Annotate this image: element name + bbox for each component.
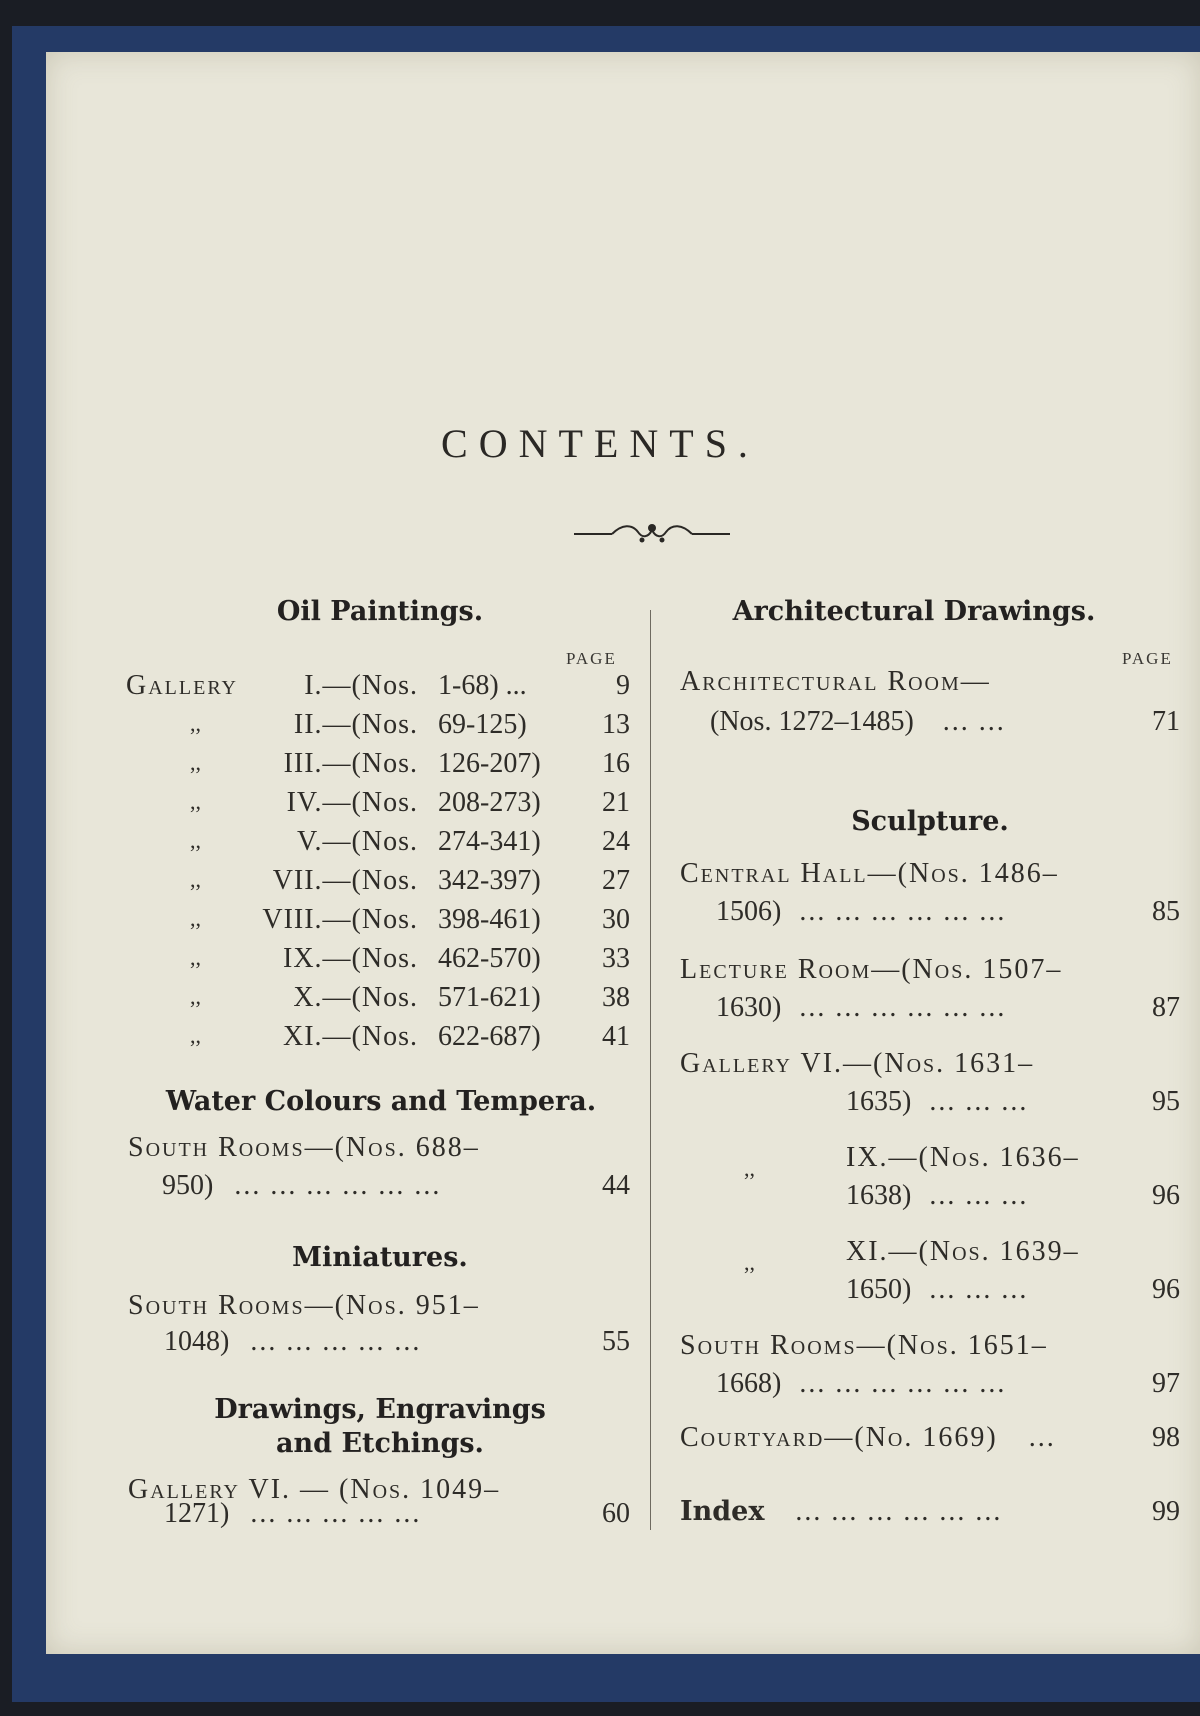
catalogue-range: 208-273) bbox=[438, 787, 541, 818]
entry-range: 1668) bbox=[716, 1368, 782, 1399]
page-number: 87 bbox=[1152, 992, 1180, 1023]
miniatures-page: 55 bbox=[602, 1326, 630, 1357]
page-number: 27 bbox=[602, 865, 630, 896]
sculpture-heading: Sculpture. bbox=[851, 806, 1009, 837]
gallery-number: IV.—(Nos. bbox=[286, 787, 418, 818]
ditto-mark: ,, bbox=[190, 906, 201, 931]
ditto-mark: ,, bbox=[744, 1156, 755, 1181]
page-number: 97 bbox=[1152, 1368, 1180, 1399]
column-divider bbox=[650, 610, 651, 1530]
miniatures-entry-line1: South Rooms—(Nos. 951– bbox=[128, 1290, 480, 1321]
page-number: 41 bbox=[602, 1021, 630, 1052]
catalogue-range: 1-68) ... bbox=[438, 670, 527, 701]
water-colours-entry-line2 bbox=[162, 1170, 441, 1202]
entry-range: 1650) bbox=[846, 1274, 912, 1305]
index-label: Index bbox=[680, 1496, 765, 1527]
sculpture-entry-line2 bbox=[846, 1274, 1028, 1306]
drawings-entry-line2 bbox=[164, 1498, 421, 1530]
ditto-mark: ,, bbox=[190, 789, 201, 814]
entry-range: 1635) bbox=[846, 1086, 912, 1117]
leader-dots: ... bbox=[1028, 1422, 1056, 1453]
entry-range: 1271) bbox=[164, 1498, 230, 1529]
leader-dots: ... ... ... bbox=[929, 1180, 1029, 1211]
drawings-heading-line2: and Etchings. bbox=[276, 1428, 484, 1459]
index-entry bbox=[680, 1496, 1002, 1528]
page-number: 96 bbox=[1152, 1274, 1180, 1305]
sculpture-entry-line2 bbox=[716, 896, 1006, 928]
catalogue-range: 274-341) bbox=[438, 826, 541, 857]
leader-dots: ... ... ... bbox=[929, 1086, 1029, 1117]
catalogue-range: 462-570) bbox=[438, 943, 541, 974]
page-number: 33 bbox=[602, 943, 630, 974]
courtyard-page: 98 bbox=[1152, 1422, 1180, 1453]
page-number: 24 bbox=[602, 826, 630, 857]
leader-dots: ... ... ... ... ... bbox=[250, 1326, 422, 1357]
catalogue-range: 342-397) bbox=[438, 865, 541, 896]
gallery-number: VIII.—(Nos. bbox=[262, 904, 418, 935]
architectural-drawings-heading: Architectural Drawings. bbox=[732, 596, 1096, 627]
leader-dots: ... ... ... ... ... ... bbox=[795, 1496, 1003, 1527]
gallery-label: Gallery bbox=[126, 670, 238, 701]
leader-dots: ... ... ... ... ... ... bbox=[234, 1170, 442, 1201]
page-number: 16 bbox=[602, 748, 630, 779]
page-title: CONTENTS. bbox=[441, 421, 759, 466]
page-number: 96 bbox=[1152, 1180, 1180, 1211]
oil-paintings-heading: Oil Paintings. bbox=[276, 596, 484, 627]
ditto-mark: ,, bbox=[744, 1250, 755, 1275]
ditto-mark: ,, bbox=[190, 828, 201, 853]
gallery-number: IX.—(Nos. bbox=[283, 943, 418, 974]
page-column-label: PAGE bbox=[1122, 649, 1173, 668]
gallery-number: I.—(Nos. bbox=[304, 670, 418, 701]
catalogue-range: 398-461) bbox=[438, 904, 541, 935]
drawings-entry-line1: Gallery VI. — (Nos. 1049– bbox=[128, 1474, 501, 1505]
page-number: 95 bbox=[1152, 1086, 1180, 1117]
sculpture-entry-line2 bbox=[716, 992, 1006, 1024]
gallery-number: XI.—(Nos. bbox=[283, 1021, 418, 1052]
sculpture-entry-line2 bbox=[846, 1180, 1028, 1212]
page-number: 13 bbox=[602, 709, 630, 740]
sculpture-entry-line1: South Rooms—(Nos. 1651– bbox=[680, 1330, 1048, 1361]
leader-dots: ... ... ... ... ... ... bbox=[799, 896, 1007, 927]
gallery-number: II.—(Nos. bbox=[293, 709, 418, 740]
leader-dots: ... ... ... bbox=[929, 1274, 1029, 1305]
entry-range: (Nos. 1272–1485) bbox=[710, 706, 914, 737]
ditto-mark: ,, bbox=[190, 867, 201, 892]
courtyard-entry bbox=[680, 1422, 1056, 1454]
water-colours-heading: Water Colours and Tempera. bbox=[165, 1086, 597, 1117]
architectural-entry-line2 bbox=[710, 706, 1006, 738]
leader-dots: ... ... ... ... ... bbox=[250, 1498, 422, 1529]
architectural-entry-line1: Architectural Room— bbox=[680, 666, 991, 697]
ditto-mark: ,, bbox=[190, 984, 201, 1009]
leader-dots: ... ... ... ... ... ... bbox=[799, 1368, 1007, 1399]
catalogue-range: 571-621) bbox=[438, 982, 541, 1013]
sculpture-entry-line1: XI.—(Nos. 1639– bbox=[846, 1236, 1080, 1267]
ditto-mark: ,, bbox=[190, 945, 201, 970]
drawings-page: 60 bbox=[602, 1498, 630, 1529]
page-number: 30 bbox=[602, 904, 630, 935]
leader-dots: ... ... ... ... ... ... bbox=[799, 992, 1007, 1023]
water-colours-entry-line1: South Rooms—(Nos. 688– bbox=[128, 1132, 480, 1163]
entry-text: Courtyard—(No. 1669) bbox=[680, 1422, 998, 1453]
sculpture-entry-line1: Central Hall—(Nos. 1486– bbox=[680, 858, 1059, 889]
fleuron-ornament-icon bbox=[572, 518, 732, 548]
entry-range: 1506) bbox=[716, 896, 782, 927]
architectural-page: 71 bbox=[1152, 706, 1180, 737]
ditto-mark: ,, bbox=[190, 711, 201, 736]
miniatures-entry-line2 bbox=[164, 1326, 421, 1358]
entry-range: 1048) bbox=[164, 1326, 230, 1357]
gallery-number: VII.—(Nos. bbox=[272, 865, 418, 896]
page-column-label: PAGE bbox=[566, 649, 617, 668]
sculpture-entry-line2 bbox=[846, 1086, 1028, 1118]
index-page: 99 bbox=[1152, 1496, 1180, 1527]
leader-dots: ... ... bbox=[942, 706, 1006, 737]
page-number: 85 bbox=[1152, 896, 1180, 927]
entry-range: 950) bbox=[162, 1170, 214, 1201]
entry-range: 1638) bbox=[846, 1180, 912, 1211]
sculpture-entry-line1: Gallery VI.—(Nos. 1631– bbox=[680, 1048, 1035, 1079]
page-number: 9 bbox=[616, 670, 630, 701]
catalogue-range: 69-125) bbox=[438, 709, 527, 740]
ditto-mark: ,, bbox=[190, 750, 201, 775]
drawings-heading-line1: Drawings, Engravings bbox=[214, 1394, 546, 1425]
page-number: 38 bbox=[602, 982, 630, 1013]
catalogue-range: 126-207) bbox=[438, 748, 541, 779]
water-colours-page: 44 bbox=[602, 1170, 630, 1201]
miniatures-heading: Miniatures. bbox=[292, 1242, 468, 1273]
entry-range: 1630) bbox=[716, 992, 782, 1023]
catalogue-range: 622-687) bbox=[438, 1021, 541, 1052]
sculpture-entry-line1: Lecture Room—(Nos. 1507– bbox=[680, 954, 1063, 985]
ditto-mark: ,, bbox=[190, 1023, 201, 1048]
sculpture-entry-line2 bbox=[716, 1368, 1006, 1400]
gallery-number: X.—(Nos. bbox=[293, 982, 418, 1013]
gallery-number: III.—(Nos. bbox=[283, 748, 418, 779]
gallery-number: V.—(Nos. bbox=[296, 826, 418, 857]
sculpture-entry-line1: IX.—(Nos. 1636– bbox=[846, 1142, 1080, 1173]
page-number: 21 bbox=[602, 787, 630, 818]
